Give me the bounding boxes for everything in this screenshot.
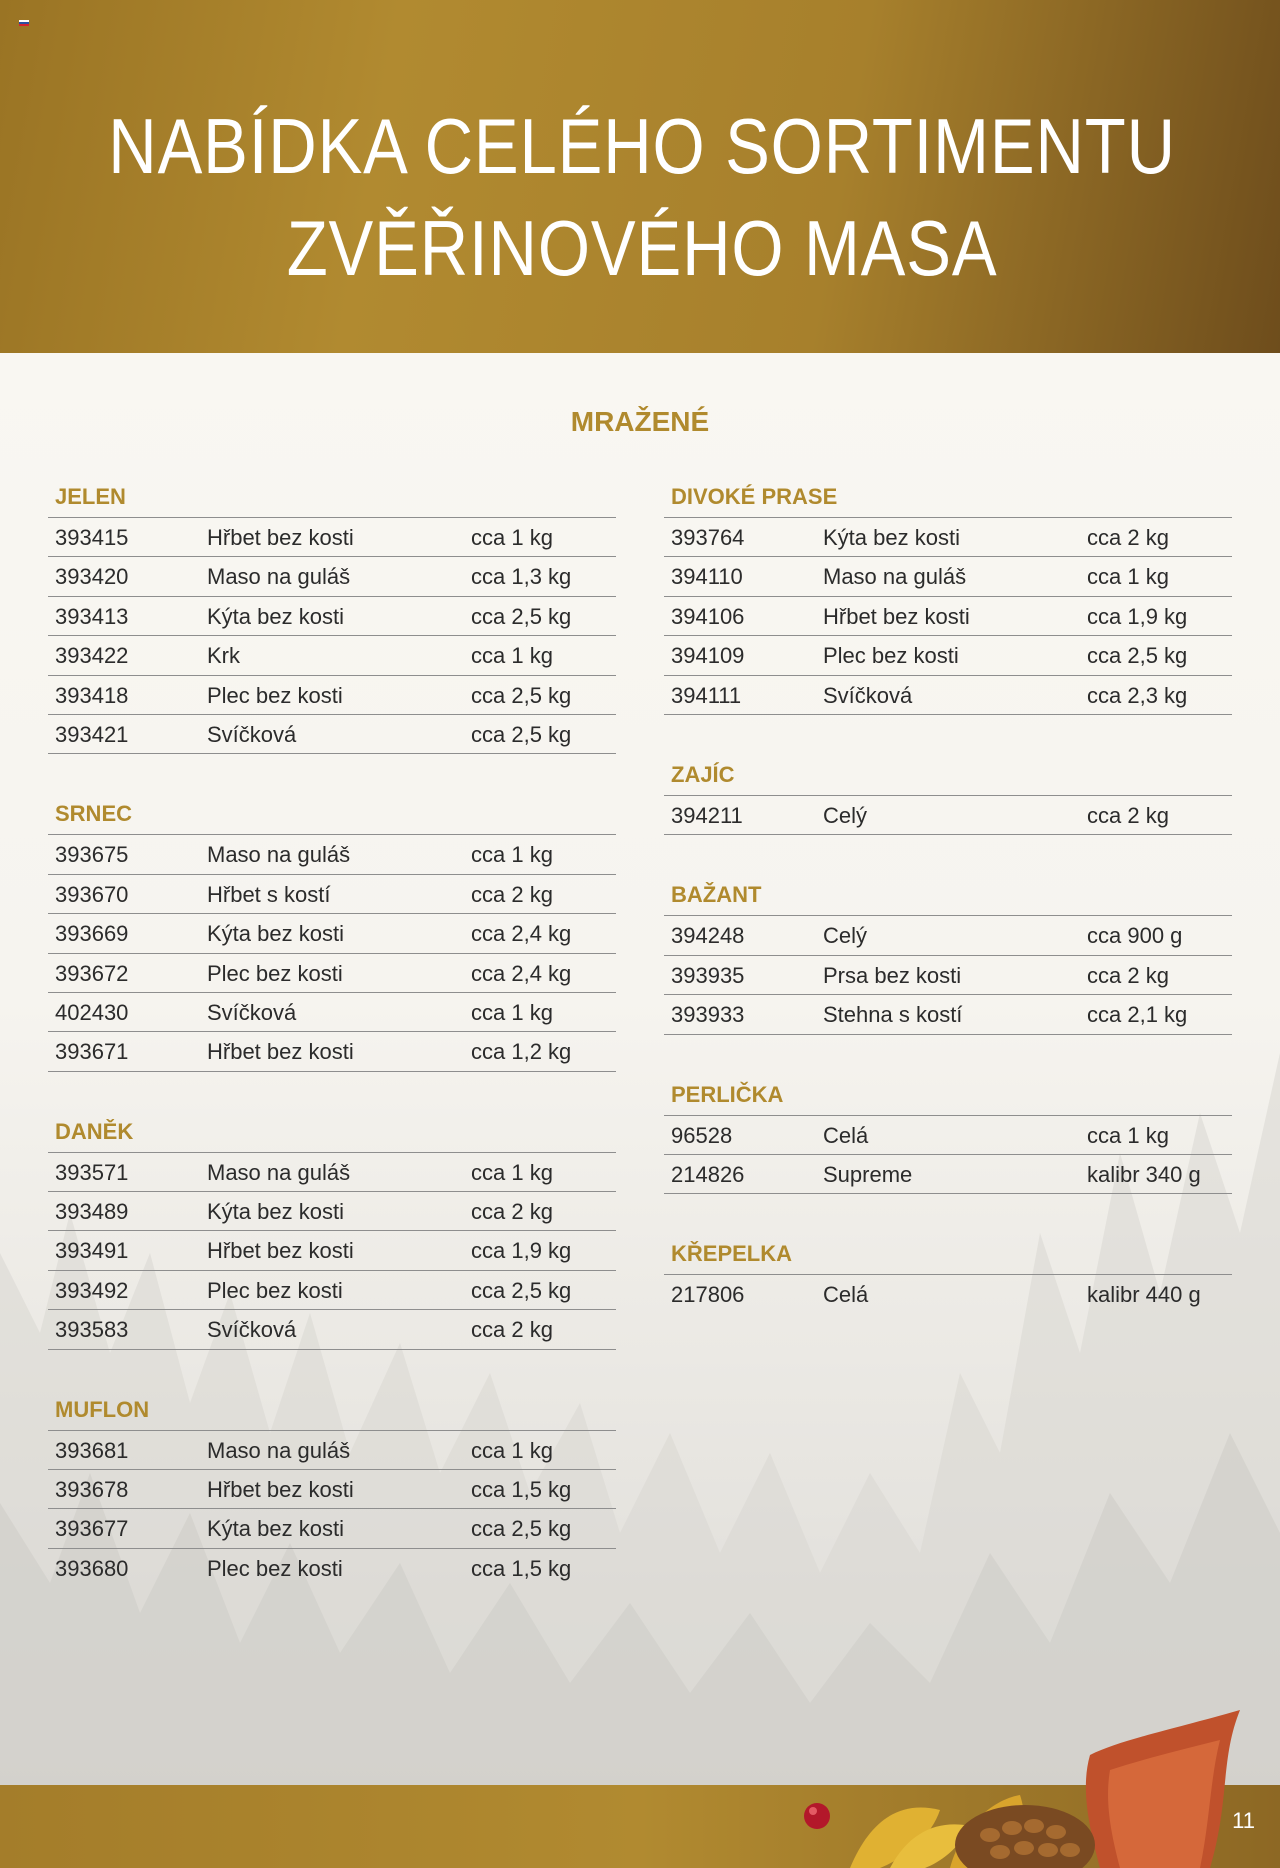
left-column [48,476,616,1627]
product-code: 393571 [55,1159,129,1185]
product-weight: kalibr 440 g [1087,1282,1201,1308]
product-weight: cca 2,5 kg [471,721,572,747]
section-subtitle: MRAŽENÉ [570,406,710,437]
table-row [48,1509,616,1548]
table-row [48,1153,616,1192]
product-code: 393671 [55,1039,129,1065]
table-row [48,518,616,557]
product-code: 394211 [671,802,743,828]
product-name: Plec bez kosti [207,1277,343,1303]
product-name: Kýta bez kosti [207,603,344,629]
product-weight: cca 2 kg [471,881,553,907]
table-row [48,835,616,874]
product-code: 394248 [671,923,745,949]
product-weight: cca 2,5 kg [471,1516,572,1542]
product-name: Kýta bez kosti [823,525,960,550]
product-weight: cca 1 kg [1087,1122,1169,1148]
category-title: DANĚK [48,1111,616,1153]
product-code: 394109 [671,643,745,669]
table-row [48,1032,616,1071]
product-name: Plec bez kosti [823,643,959,669]
product-code: 393492 [55,1277,129,1303]
table-row [664,557,1232,596]
table-row [48,1549,616,1588]
product-name: Kýta bez kosti [207,1199,344,1225]
product-name: Maso na guláš [823,564,967,590]
table-row [664,1155,1232,1194]
product-weight: cca 1,9 kg [471,1238,572,1264]
category-title: PERLIČKA [664,1074,1232,1116]
table-row [664,796,1232,835]
product-weight: cca 2,5 kg [471,682,572,708]
product-weight: cca 2,4 kg [471,921,572,947]
product-code: 393420 [55,564,129,590]
product-weight: cca 2 kg [1087,802,1169,828]
header-banner [0,0,1280,353]
right-column [664,476,1232,1354]
product-weight: cca 1,5 kg [471,1555,572,1581]
product-name: Stehna s kostí [823,1002,963,1028]
table-row [48,715,616,754]
table-row [48,676,616,715]
category-srnec [48,793,616,1071]
table-row [48,1231,616,1270]
product-weight: cca 2,1 kg [1087,1002,1188,1028]
category-krepelka [664,1233,1232,1314]
product-code: 393418 [55,682,129,708]
product-name: Svíčková [207,999,297,1025]
product-code: 393415 [55,525,129,550]
table-row [48,557,616,596]
category-title: MUFLON [48,1389,616,1431]
category-danek [48,1111,616,1350]
category-title: JELEN [48,476,616,518]
product-code: 393677 [55,1516,129,1542]
product-code: 393670 [55,881,129,907]
product-name: Maso na guláš [207,1437,351,1463]
product-code: 393489 [55,1199,129,1225]
page-number: 11 [1232,1808,1255,1833]
product-name: Hřbet bez kosti [207,1477,354,1503]
product-name: Hřbet s kostí [207,881,331,907]
category-title: SRNEC [48,793,616,835]
product-name: Celý [823,923,868,949]
product-name: Hřbet bez kosti [207,1238,354,1264]
product-weight: cca 1 kg [471,1159,553,1185]
table-row [664,1116,1232,1155]
product-weight: cca 2 kg [471,1199,553,1225]
product-name: Supreme [823,1161,913,1187]
category-title: BAŽANT [664,874,1232,916]
table-row [48,875,616,914]
product-weight: cca 1 kg [471,525,553,550]
title-line-1: NABÍDKA CELÉHO SORTIMENTU [108,102,1176,190]
product-weight: cca 2,4 kg [471,960,572,986]
table-row [664,956,1232,995]
product-code: 393583 [55,1317,129,1343]
product-name: Prsa bez kosti [823,962,962,988]
product-weight: cca 1,9 kg [1087,603,1188,629]
table-row [664,916,1232,955]
table-row [664,636,1232,675]
product-name: Hřbet bez kosti [207,1039,354,1065]
product-weight: cca 2,3 kg [1087,682,1188,708]
product-code: 393935 [671,962,745,988]
product-name: Celý [823,802,868,828]
product-code: 394110 [671,564,743,590]
category-title: DIVOKÉ PRASE [664,476,1232,518]
category-zajic [664,754,1232,835]
table-row [48,636,616,675]
table-row [664,995,1232,1034]
category-title: KŘEPELKA [664,1233,1232,1275]
page-title [92,95,1193,299]
product-weight: cca 1,2 kg [471,1039,572,1065]
product-code: 393491 [55,1238,129,1264]
flag-icon [19,20,29,27]
product-code: 393933 [671,1002,745,1028]
product-name: Maso na guláš [207,842,351,868]
product-weight: cca 1,3 kg [471,564,572,590]
product-name: Hřbet bez kosti [823,603,970,629]
product-name: Krk [207,643,240,669]
product-name: Hřbet bez kosti [207,525,354,550]
product-name: Kýta bez kosti [207,1516,344,1542]
product-name: Kýta bez kosti [207,921,344,947]
title-line-2: ZVĚŘINOVÉHO MASA [286,204,998,292]
table-row [48,914,616,953]
product-weight: cca 1,5 kg [471,1477,572,1503]
product-name: Plec bez kosti [207,960,343,986]
table-row [48,1431,616,1470]
product-name: Svíčková [823,682,913,708]
product-code: 393421 [55,721,129,747]
product-weight: cca 1 kg [471,842,553,868]
product-name: Maso na guláš [207,1159,351,1185]
product-weight: cca 2 kg [471,1317,553,1343]
table-row [664,676,1232,715]
product-code: 217806 [671,1282,745,1308]
product-code: 393422 [55,643,129,669]
table-row [48,1271,616,1310]
product-name: Svíčková [207,1317,297,1343]
table-row [48,993,616,1032]
product-weight: cca 2,5 kg [471,1277,572,1303]
product-weight: cca 1 kg [471,643,553,669]
table-row [664,1275,1232,1314]
product-name: Plec bez kosti [207,1555,343,1581]
product-weight: cca 2 kg [1087,525,1169,550]
category-bazant [664,874,1232,1034]
product-name: Celá [823,1282,869,1308]
product-name: Maso na guláš [207,564,351,590]
product-weight: cca 2 kg [1087,962,1169,988]
product-code: 394106 [671,603,745,629]
product-weight: cca 1 kg [471,999,553,1025]
category-muflon [48,1389,616,1589]
table-row [48,954,616,993]
product-name: Plec bez kosti [207,682,343,708]
product-weight: kalibr 340 g [1087,1161,1201,1187]
table-row [664,518,1232,557]
product-weight: cca 2,5 kg [471,603,572,629]
product-code: 96528 [671,1122,733,1148]
category-perlicka [664,1074,1232,1195]
product-code: 393764 [671,525,745,550]
product-code: 393680 [55,1555,129,1581]
autumn-leaves-pinecone-image [790,1700,1250,1868]
product-weight: cca 1 kg [471,1437,553,1463]
category-title: ZAJÍC [664,754,1232,796]
product-code: 393681 [55,1437,129,1463]
table-row [664,597,1232,636]
product-code: 393672 [55,960,129,986]
product-code: 393678 [55,1477,129,1503]
product-code: 393413 [55,603,129,629]
product-code: 393669 [55,921,129,947]
table-row [48,597,616,636]
product-name: Svíčková [207,721,297,747]
product-code: 393675 [55,842,129,868]
table-row [48,1470,616,1509]
table-row [48,1310,616,1349]
product-weight: cca 2,5 kg [1087,643,1188,669]
table-row [48,1192,616,1231]
product-weight: cca 900 g [1087,923,1183,949]
product-code: 402430 [55,999,129,1025]
product-code: 394111 [671,682,742,708]
product-weight: cca 1 kg [1087,564,1169,590]
product-code: 214826 [671,1161,745,1187]
product-name: Celá [823,1122,869,1148]
category-divoke-prase [664,476,1232,715]
category-jelen [48,476,616,754]
